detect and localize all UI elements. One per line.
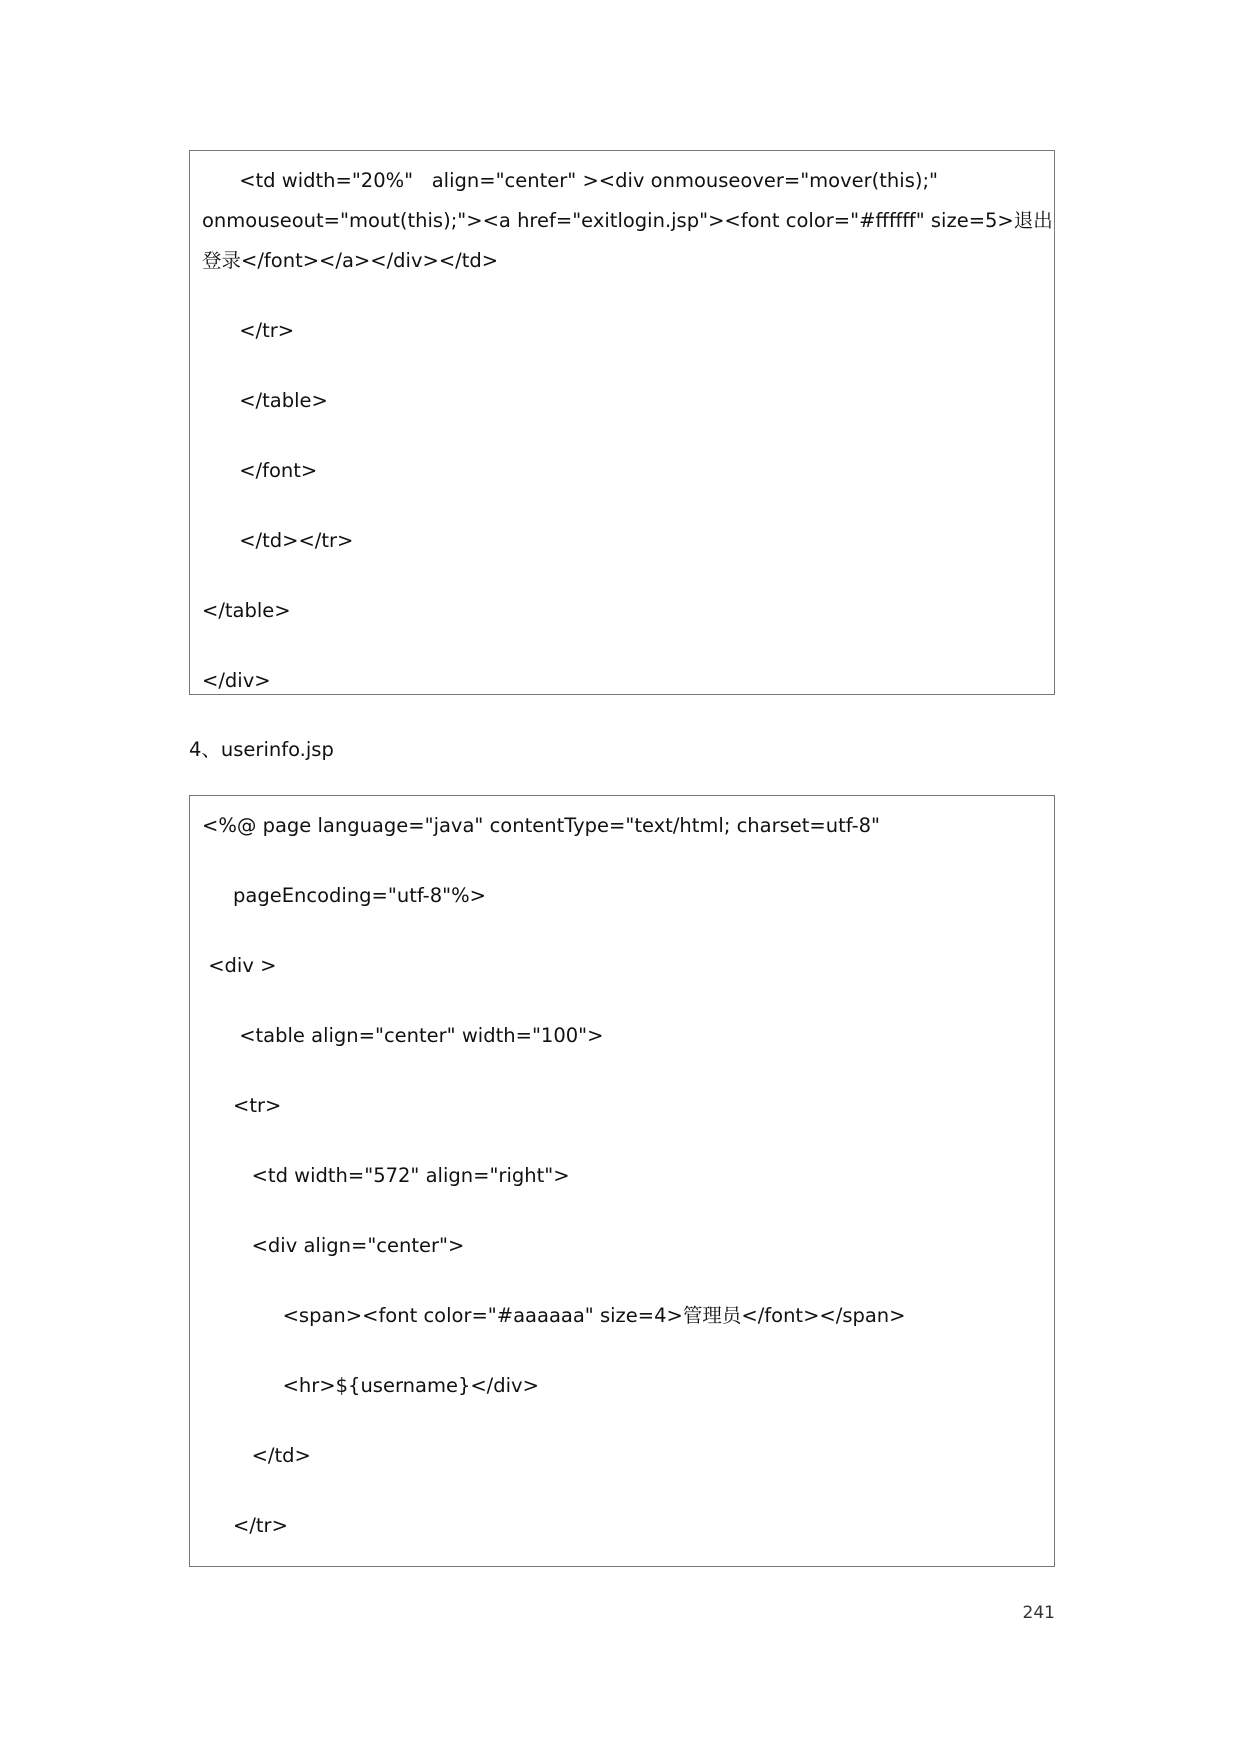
code-line: <td width="20%" align="center" ><div onmouseover="mover(this);" [202, 169, 939, 192]
code-line: <%@ page language="java" contentType="text/html; charset=utf-8" [202, 814, 880, 837]
code-line: <div > [202, 954, 277, 977]
code-line: onmouseout="mout(this);"><a href="exitlogin.jsp"><font color="#ffffff" size=5>退出 [202, 209, 1053, 232]
code-line: </font> [202, 459, 318, 482]
code-line: </table> [202, 599, 291, 622]
code-line: </tr> [202, 1514, 288, 1537]
code-line: <span><font color="#aaaaaa" size=4>管理员</font></span> [202, 1304, 906, 1327]
code-line: 登录</font></a></div></td> [202, 249, 499, 272]
code-line: </td> [202, 1444, 311, 1467]
code-line: </td></tr> [202, 529, 354, 552]
code-block-2 [189, 795, 1055, 1567]
code-line: <div align="center"> [202, 1234, 465, 1257]
page-number: 241 [1022, 1603, 1055, 1623]
code-line: </tr> [202, 319, 295, 342]
code-line: <hr>${username}</div> [202, 1374, 539, 1397]
code-line: </table> [202, 389, 328, 412]
code-line: <table align="center" width="100"> [202, 1024, 604, 1047]
code-line: <td width="572" align="right"> [202, 1164, 570, 1187]
code-line: <tr> [202, 1094, 282, 1117]
code-block-1 [189, 150, 1055, 695]
code-line: pageEncoding="utf-8"%> [202, 884, 486, 907]
code-line: </div> [202, 669, 271, 692]
section-heading: 4、userinfo.jsp [189, 738, 334, 761]
